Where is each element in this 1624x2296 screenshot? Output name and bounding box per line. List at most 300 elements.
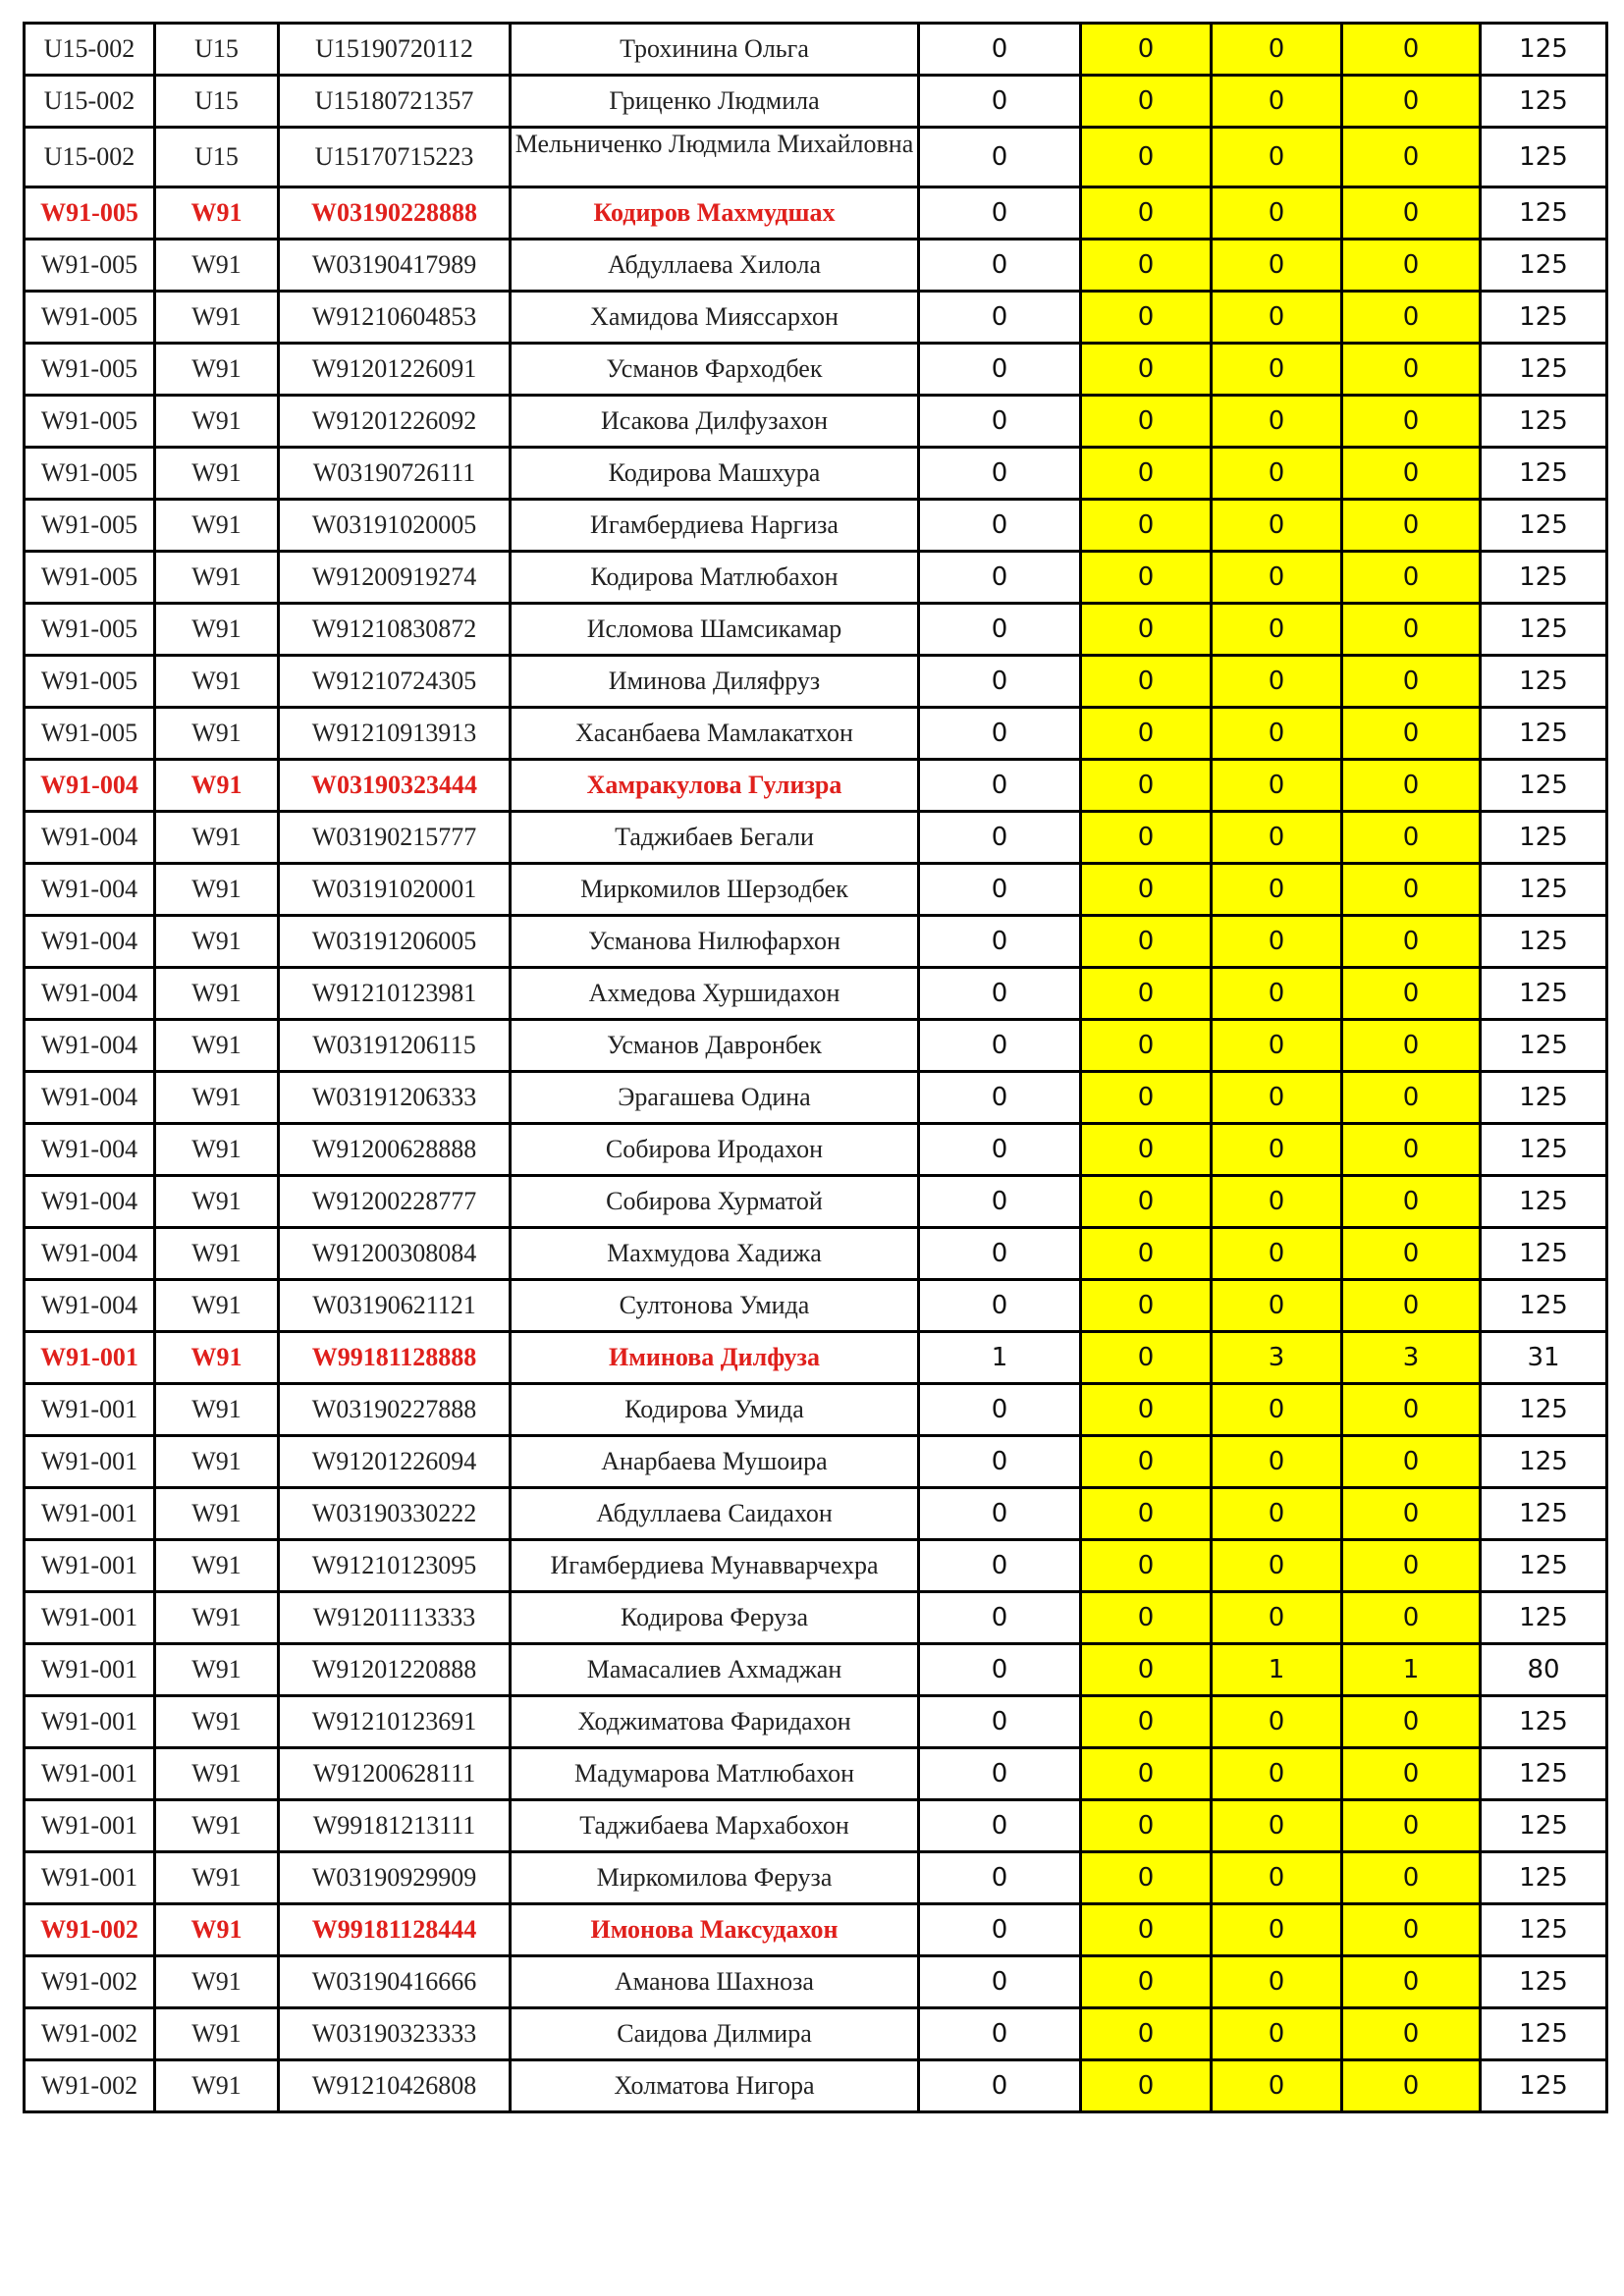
value-cell-3: 0	[1212, 1540, 1342, 1592]
code-cell: W91-005	[25, 396, 155, 448]
value-cell-5: 125	[1481, 552, 1607, 604]
name-cell: Хамракулова Гулизра	[511, 760, 919, 812]
group-cell: W91	[155, 760, 279, 812]
name-cell: Мамасалиев Ахмаджан	[511, 1644, 919, 1696]
code-cell: W91-004	[25, 1072, 155, 1124]
name-cell: Собирова Иродахон	[511, 1124, 919, 1176]
group-cell: W91	[155, 1280, 279, 1332]
value-cell-4: 0	[1342, 1540, 1481, 1592]
value-cell-2: 0	[1081, 1956, 1212, 2008]
group-cell: U15	[155, 76, 279, 128]
code-cell: W91-005	[25, 500, 155, 552]
group-cell: W91	[155, 2008, 279, 2060]
value-cell-4: 0	[1342, 396, 1481, 448]
table-row	[25, 1176, 1607, 1228]
value-cell-4: 0	[1342, 292, 1481, 344]
value-cell-2: 0	[1081, 968, 1212, 1020]
value-cell-4: 0	[1342, 1072, 1481, 1124]
id-cell: U15190720112	[279, 24, 511, 76]
table-row	[25, 1540, 1607, 1592]
id-cell: W91200919274	[279, 552, 511, 604]
value-cell-4: 0	[1342, 500, 1481, 552]
value-cell-5: 125	[1481, 916, 1607, 968]
id-cell: W91210123095	[279, 1540, 511, 1592]
id-cell: W99181128888	[279, 1332, 511, 1384]
name-cell: Игамбердиева Мунавварчехра	[511, 1540, 919, 1592]
group-cell: W91	[155, 864, 279, 916]
value-cell-1: 0	[919, 1748, 1081, 1800]
value-cell-4: 1	[1342, 1644, 1481, 1696]
value-cell-1: 0	[919, 1644, 1081, 1696]
value-cell-2: 0	[1081, 864, 1212, 916]
value-cell-1: 0	[919, 1280, 1081, 1332]
value-cell-1: 0	[919, 76, 1081, 128]
data-table	[23, 22, 1608, 2113]
value-cell-4: 0	[1342, 2008, 1481, 2060]
code-cell: W91-004	[25, 1020, 155, 1072]
table-row	[25, 1592, 1607, 1644]
id-cell: W03191206333	[279, 1072, 511, 1124]
value-cell-2: 0	[1081, 916, 1212, 968]
value-cell-5: 125	[1481, 1020, 1607, 1072]
value-cell-2: 0	[1081, 187, 1212, 240]
value-cell-1: 0	[919, 656, 1081, 708]
value-cell-4: 0	[1342, 448, 1481, 500]
table-row	[25, 1852, 1607, 1904]
name-cell: Игамбердиева Наргиза	[511, 500, 919, 552]
value-cell-3: 0	[1212, 1436, 1342, 1488]
value-cell-1: 0	[919, 1228, 1081, 1280]
value-cell-4: 0	[1342, 1800, 1481, 1852]
id-cell: W03191206005	[279, 916, 511, 968]
value-cell-4: 3	[1342, 1332, 1481, 1384]
value-cell-1: 0	[919, 292, 1081, 344]
value-cell-5: 125	[1481, 344, 1607, 396]
value-cell-5: 125	[1481, 1488, 1607, 1540]
value-cell-5: 125	[1481, 760, 1607, 812]
value-cell-5: 125	[1481, 1280, 1607, 1332]
value-cell-5: 31	[1481, 1332, 1607, 1384]
value-cell-1: 0	[919, 864, 1081, 916]
code-cell: W91-002	[25, 1956, 155, 2008]
name-cell: Иминова Диляфруз	[511, 656, 919, 708]
table-row-group-leader	[25, 1904, 1607, 1956]
id-cell: W91200228777	[279, 1176, 511, 1228]
value-cell-4: 0	[1342, 760, 1481, 812]
code-cell: W91-004	[25, 1124, 155, 1176]
id-cell: W03190330222	[279, 1488, 511, 1540]
table-row	[25, 1384, 1607, 1436]
value-cell-3: 0	[1212, 968, 1342, 1020]
group-cell: W91	[155, 552, 279, 604]
value-cell-2: 0	[1081, 24, 1212, 76]
value-cell-1: 0	[919, 1436, 1081, 1488]
value-cell-5: 125	[1481, 656, 1607, 708]
code-cell: W91-005	[25, 240, 155, 292]
value-cell-5: 125	[1481, 76, 1607, 128]
value-cell-1: 0	[919, 552, 1081, 604]
value-cell-1: 1	[919, 1332, 1081, 1384]
name-cell: Кодирова Машхура	[511, 448, 919, 500]
value-cell-2: 0	[1081, 1592, 1212, 1644]
value-cell-2: 0	[1081, 1904, 1212, 1956]
table-row	[25, 76, 1607, 128]
code-cell: W91-004	[25, 916, 155, 968]
value-cell-5: 125	[1481, 2008, 1607, 2060]
code-cell: W91-004	[25, 1176, 155, 1228]
value-cell-4: 0	[1342, 1592, 1481, 1644]
table-row	[25, 292, 1607, 344]
name-cell: Аманова Шахноза	[511, 1956, 919, 2008]
value-cell-1: 0	[919, 1176, 1081, 1228]
value-cell-1: 0	[919, 1020, 1081, 1072]
value-cell-3: 0	[1212, 1748, 1342, 1800]
value-cell-1: 0	[919, 1852, 1081, 1904]
code-cell: W91-001	[25, 1696, 155, 1748]
name-cell: Кодирова Умида	[511, 1384, 919, 1436]
table-row	[25, 24, 1607, 76]
value-cell-4: 0	[1342, 1696, 1481, 1748]
name-cell: Трохинина Ольга	[511, 24, 919, 76]
id-cell: W03190215777	[279, 812, 511, 864]
value-cell-3: 0	[1212, 604, 1342, 656]
table-row	[25, 656, 1607, 708]
value-cell-5: 125	[1481, 604, 1607, 656]
name-cell: Усманов Фарходбек	[511, 344, 919, 396]
id-cell: W91201113333	[279, 1592, 511, 1644]
code-cell: W91-001	[25, 1332, 155, 1384]
value-cell-2: 0	[1081, 604, 1212, 656]
name-cell: Усманова Нилюфархон	[511, 916, 919, 968]
group-cell: W91	[155, 240, 279, 292]
value-cell-1: 0	[919, 1696, 1081, 1748]
id-cell: W91210830872	[279, 604, 511, 656]
group-cell: W91	[155, 396, 279, 448]
value-cell-3: 0	[1212, 344, 1342, 396]
value-cell-5: 80	[1481, 1644, 1607, 1696]
value-cell-2: 0	[1081, 1644, 1212, 1696]
group-cell: W91	[155, 1488, 279, 1540]
value-cell-2: 0	[1081, 1020, 1212, 1072]
value-cell-5: 125	[1481, 1696, 1607, 1748]
value-cell-2: 0	[1081, 1540, 1212, 1592]
value-cell-3: 0	[1212, 1228, 1342, 1280]
value-cell-2: 0	[1081, 1280, 1212, 1332]
table-row	[25, 1072, 1607, 1124]
name-cell: Мадумарова Матлюбахон	[511, 1748, 919, 1800]
table-row-group-leader	[25, 1332, 1607, 1384]
value-cell-5: 125	[1481, 1176, 1607, 1228]
value-cell-2: 0	[1081, 396, 1212, 448]
group-cell: W91	[155, 1748, 279, 1800]
name-cell: Абдуллаева Саидахон	[511, 1488, 919, 1540]
value-cell-5: 125	[1481, 240, 1607, 292]
code-cell: W91-005	[25, 448, 155, 500]
value-cell-2: 0	[1081, 552, 1212, 604]
value-cell-1: 0	[919, 2060, 1081, 2112]
value-cell-2: 0	[1081, 448, 1212, 500]
value-cell-3: 0	[1212, 2060, 1342, 2112]
name-cell: Миркомилов Шерзодбек	[511, 864, 919, 916]
name-cell: Ахмедова Хуршидахон	[511, 968, 919, 1020]
value-cell-2: 0	[1081, 812, 1212, 864]
code-cell: W91-001	[25, 1852, 155, 1904]
code-cell: W91-001	[25, 1644, 155, 1696]
value-cell-1: 0	[919, 968, 1081, 1020]
id-cell: W91200628888	[279, 1124, 511, 1176]
value-cell-4: 0	[1342, 1176, 1481, 1228]
code-cell: W91-005	[25, 292, 155, 344]
value-cell-3: 3	[1212, 1332, 1342, 1384]
id-cell: W03190621121	[279, 1280, 511, 1332]
value-cell-4: 0	[1342, 1852, 1481, 1904]
name-text: Мельниченко Людмила Михайловна	[514, 131, 914, 157]
id-cell: W03190323333	[279, 2008, 511, 2060]
group-cell: U15	[155, 128, 279, 187]
group-cell: W91	[155, 1384, 279, 1436]
value-cell-3: 0	[1212, 187, 1342, 240]
value-cell-5: 125	[1481, 1384, 1607, 1436]
table-row-group-leader	[25, 187, 1607, 240]
code-cell: W91-005	[25, 187, 155, 240]
value-cell-5: 125	[1481, 128, 1607, 187]
value-cell-5: 125	[1481, 1228, 1607, 1280]
group-cell: W91	[155, 2060, 279, 2112]
value-cell-3: 0	[1212, 552, 1342, 604]
value-cell-2: 0	[1081, 708, 1212, 760]
value-cell-4: 0	[1342, 1436, 1481, 1488]
value-cell-2: 0	[1081, 1436, 1212, 1488]
value-cell-3: 1	[1212, 1644, 1342, 1696]
value-cell-4: 0	[1342, 812, 1481, 864]
value-cell-3: 0	[1212, 1020, 1342, 1072]
value-cell-2: 0	[1081, 500, 1212, 552]
table-row	[25, 864, 1607, 916]
value-cell-5: 125	[1481, 1800, 1607, 1852]
code-cell: W91-004	[25, 864, 155, 916]
group-cell: W91	[155, 1176, 279, 1228]
code-cell: W91-002	[25, 1904, 155, 1956]
group-cell: U15	[155, 24, 279, 76]
code-cell: W91-001	[25, 1592, 155, 1644]
value-cell-2: 0	[1081, 2008, 1212, 2060]
table-row	[25, 1956, 1607, 2008]
value-cell-4: 0	[1342, 1956, 1481, 2008]
code-cell: W91-004	[25, 968, 155, 1020]
value-cell-4: 0	[1342, 1384, 1481, 1436]
value-cell-2: 0	[1081, 1384, 1212, 1436]
id-cell: W91210913913	[279, 708, 511, 760]
id-cell: W03191206115	[279, 1020, 511, 1072]
value-cell-4: 0	[1342, 76, 1481, 128]
value-cell-3: 0	[1212, 1072, 1342, 1124]
value-cell-2: 0	[1081, 1488, 1212, 1540]
value-cell-1: 0	[919, 448, 1081, 500]
value-cell-2: 0	[1081, 1748, 1212, 1800]
value-cell-1: 0	[919, 24, 1081, 76]
id-cell: W03191020005	[279, 500, 511, 552]
table-row	[25, 604, 1607, 656]
value-cell-3: 0	[1212, 1904, 1342, 1956]
value-cell-5: 125	[1481, 448, 1607, 500]
group-cell: W91	[155, 1696, 279, 1748]
table-row	[25, 1228, 1607, 1280]
id-cell: W91200628111	[279, 1748, 511, 1800]
name-cell: Имонова Максудахон	[511, 1904, 919, 1956]
value-cell-2: 0	[1081, 1228, 1212, 1280]
value-cell-5: 125	[1481, 1072, 1607, 1124]
group-cell: W91	[155, 500, 279, 552]
name-cell: Саидова Дилмира	[511, 2008, 919, 2060]
code-cell: W91-005	[25, 656, 155, 708]
value-cell-5: 125	[1481, 1956, 1607, 2008]
value-cell-3: 0	[1212, 1800, 1342, 1852]
table-row	[25, 2008, 1607, 2060]
value-cell-4: 0	[1342, 344, 1481, 396]
value-cell-1: 0	[919, 1800, 1081, 1852]
value-cell-5: 125	[1481, 24, 1607, 76]
value-cell-4: 0	[1342, 1488, 1481, 1540]
table-row	[25, 240, 1607, 292]
value-cell-2: 0	[1081, 1176, 1212, 1228]
value-cell-2: 0	[1081, 128, 1212, 187]
value-cell-3: 0	[1212, 76, 1342, 128]
name-cell: Абдуллаева Хилола	[511, 240, 919, 292]
value-cell-3: 0	[1212, 1176, 1342, 1228]
code-cell: W91-005	[25, 552, 155, 604]
name-cell: Усманов Давронбек	[511, 1020, 919, 1072]
value-cell-4: 0	[1342, 968, 1481, 1020]
group-cell: W91	[155, 292, 279, 344]
value-cell-3: 0	[1212, 2008, 1342, 2060]
value-cell-1: 0	[919, 240, 1081, 292]
name-cell	[511, 128, 919, 187]
group-cell: W91	[155, 604, 279, 656]
name-cell: Эрагашева Одина	[511, 1072, 919, 1124]
value-cell-5: 125	[1481, 1540, 1607, 1592]
value-cell-3: 0	[1212, 760, 1342, 812]
id-cell: W91201226094	[279, 1436, 511, 1488]
value-cell-4: 0	[1342, 1228, 1481, 1280]
id-cell: W91210123981	[279, 968, 511, 1020]
id-cell: W03190416666	[279, 1956, 511, 2008]
group-cell: W91	[155, 187, 279, 240]
table-row	[25, 968, 1607, 1020]
value-cell-4: 0	[1342, 1124, 1481, 1176]
name-cell: Исломова Шамсикамар	[511, 604, 919, 656]
id-cell: W91201226092	[279, 396, 511, 448]
value-cell-5: 125	[1481, 292, 1607, 344]
name-cell: Гриценко Людмила	[511, 76, 919, 128]
value-cell-1: 0	[919, 396, 1081, 448]
value-cell-5: 125	[1481, 2060, 1607, 2112]
group-cell: W91	[155, 1800, 279, 1852]
value-cell-5: 125	[1481, 1852, 1607, 1904]
value-cell-5: 125	[1481, 1748, 1607, 1800]
value-cell-1: 0	[919, 760, 1081, 812]
value-cell-2: 0	[1081, 292, 1212, 344]
name-cell: Анарбаева Мушоира	[511, 1436, 919, 1488]
name-cell: Таджибаев Бегали	[511, 812, 919, 864]
code-cell: W91-002	[25, 2008, 155, 2060]
value-cell-1: 0	[919, 1072, 1081, 1124]
value-cell-5: 125	[1481, 1904, 1607, 1956]
code-cell: W91-004	[25, 1280, 155, 1332]
code-cell: W91-004	[25, 812, 155, 864]
id-cell: W03190929909	[279, 1852, 511, 1904]
value-cell-4: 0	[1342, 916, 1481, 968]
name-cell: Кодирова Феруза	[511, 1592, 919, 1644]
value-cell-5: 125	[1481, 708, 1607, 760]
value-cell-4: 0	[1342, 240, 1481, 292]
value-cell-4: 0	[1342, 1280, 1481, 1332]
id-cell: W03190726111	[279, 448, 511, 500]
name-cell: Собирова Хурматой	[511, 1176, 919, 1228]
value-cell-4: 0	[1342, 1020, 1481, 1072]
value-cell-1: 0	[919, 128, 1081, 187]
group-cell: W91	[155, 1332, 279, 1384]
code-cell: W91-001	[25, 1436, 155, 1488]
id-cell: W91201220888	[279, 1644, 511, 1696]
group-cell: W91	[155, 1228, 279, 1280]
group-cell: W91	[155, 1436, 279, 1488]
id-cell: W91210123691	[279, 1696, 511, 1748]
value-cell-3: 0	[1212, 292, 1342, 344]
value-cell-2: 0	[1081, 656, 1212, 708]
table-row	[25, 1436, 1607, 1488]
value-cell-3: 0	[1212, 128, 1342, 187]
value-cell-2: 0	[1081, 1072, 1212, 1124]
value-cell-4: 0	[1342, 187, 1481, 240]
code-cell: W91-005	[25, 604, 155, 656]
code-cell: U15-002	[25, 24, 155, 76]
code-cell: W91-001	[25, 1748, 155, 1800]
value-cell-2: 0	[1081, 2060, 1212, 2112]
value-cell-3: 0	[1212, 1592, 1342, 1644]
table-row	[25, 1280, 1607, 1332]
table-row	[25, 500, 1607, 552]
id-cell: W91210724305	[279, 656, 511, 708]
value-cell-3: 0	[1212, 1696, 1342, 1748]
value-cell-2: 0	[1081, 344, 1212, 396]
value-cell-5: 125	[1481, 396, 1607, 448]
value-cell-3: 0	[1212, 24, 1342, 76]
value-cell-1: 0	[919, 1384, 1081, 1436]
value-cell-4: 0	[1342, 864, 1481, 916]
value-cell-1: 0	[919, 604, 1081, 656]
name-cell: Султонова Умида	[511, 1280, 919, 1332]
value-cell-3: 0	[1212, 1852, 1342, 1904]
value-cell-5: 125	[1481, 1592, 1607, 1644]
code-cell: W91-001	[25, 1384, 155, 1436]
value-cell-4: 0	[1342, 24, 1481, 76]
value-cell-1: 0	[919, 708, 1081, 760]
code-cell: W91-005	[25, 708, 155, 760]
code-cell: W91-001	[25, 1800, 155, 1852]
value-cell-3: 0	[1212, 812, 1342, 864]
id-cell: W99181213111	[279, 1800, 511, 1852]
value-cell-3: 0	[1212, 1956, 1342, 2008]
table-row	[25, 344, 1607, 396]
table-row	[25, 2060, 1607, 2112]
name-cell: Кодирова Матлюбахон	[511, 552, 919, 604]
value-cell-5: 125	[1481, 1124, 1607, 1176]
value-cell-4: 0	[1342, 708, 1481, 760]
value-cell-3: 0	[1212, 916, 1342, 968]
table-row	[25, 1124, 1607, 1176]
id-cell: W91201226091	[279, 344, 511, 396]
table-row	[25, 916, 1607, 968]
